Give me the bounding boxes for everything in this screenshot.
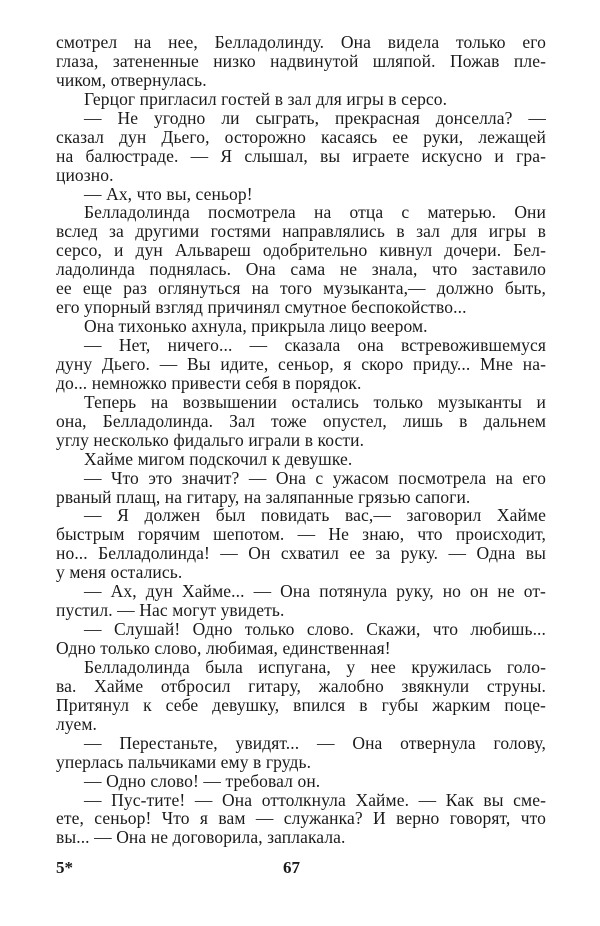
text-line: — Ах, что вы, сеньор! [84, 183, 253, 204]
text-line: — Не угодно ли сыграть, прекрасная донселла? — [84, 107, 546, 128]
text-line: быстрым горячим шепотом. — Не знаю, что происходит, [56, 524, 546, 545]
text-line: уперлась пальчиками ему в грудь. [56, 751, 312, 772]
text-line: циозно. [56, 164, 114, 185]
text-line: рваный плащ, на гитару, на заляпанные грязью сапоги. [56, 486, 471, 507]
text-line: — Одно слово! — требовал он. [84, 770, 321, 791]
page-number: 67 [283, 858, 300, 877]
text-line: чиком, отвернулась. [56, 69, 207, 90]
text-line: ете, сеньор! Что я вам — служанка? И верно говорят, что [56, 808, 546, 829]
text-line: она, Белладолинда. Зал тоже опустел, лишь в дальнем [56, 410, 546, 431]
text-line: ладолинда поднялась. Она сама не знала, что заставило [56, 259, 546, 280]
text-line: глаза, затененные низко надвинутой шляпой. Пожав пле- [56, 50, 546, 71]
text-line: до... немножко привести себя в порядок. [56, 372, 362, 393]
text-line: серсо, и дун Альвареш одобрительно кивнул дочери. Бел- [56, 240, 546, 261]
text-line: Белладолинда была испугана, у нее кружилась голо- [84, 656, 546, 677]
text-line: — Ах, дун Хайме... — Она потянула руку, но он не от- [84, 581, 546, 602]
text-line: — Перестаньте, увидят... — Она отвернула голову, [84, 732, 546, 753]
text-line: его упорный взгляд причинял смутное беспокойство... [56, 297, 467, 318]
text-line: вслед за другими гостями направлялись в зал для игры в [56, 221, 546, 242]
text-line: Притянул к себе девушку, впился в губы жарким поце- [56, 694, 546, 715]
text-line: — Что это значит? — Она с ужасом посмотрела на его [84, 467, 546, 488]
text-line: вы... — Она не договорила, заплакала. [56, 827, 346, 848]
text-line: Она тихонько ахнула, прикрыла лицо веером. [84, 316, 428, 337]
text-line: — Слушай! Одно только слово. Скажи, что любишь... [84, 619, 546, 640]
text-line: Хайме мигом подскочил к девушке. [84, 448, 353, 469]
text-line: сказал дун Дьего, осторожно касаясь ее руки, лежащей [56, 126, 546, 147]
text-line: дуну Дьего. — Вы идите, сеньор, я скоро приду... Мне на- [56, 353, 546, 374]
signature-mark: 5* [56, 858, 73, 877]
text-line: Герцог пригласил гостей в зал для игры в серсо. [84, 88, 448, 109]
text-line: пустил. — Нас могут увидеть. [56, 600, 285, 621]
text-line: ее еще раз оглянуться на того музыканта,— должно быть, [56, 278, 546, 299]
text-line: смотрел на нее, Белладолинду. Она видела только его [56, 32, 546, 52]
text-line: — Нет, ничего... — сказала она встревожившемуся [84, 335, 546, 355]
text-line: на балюстраде. — Я слышал, вы играете искусно и гра- [56, 145, 546, 166]
text-line: углу несколько фидальго играли в кости. [56, 429, 365, 450]
text-line: Одно только слово, любимая, единственная! [56, 638, 391, 658]
text-line: но... Белладолинда! — Он схватил ее за руку. — Одна вы [56, 543, 546, 564]
text-line: — Пус-тите! — Она оттолкнула Хайме. — Как вы сме- [84, 789, 546, 810]
text-line: у меня остались. [56, 562, 183, 583]
text-line: — Я должен был повидать вас,— заговорил Хайме [84, 505, 546, 526]
text-line: луем. [56, 713, 97, 734]
text-line: Белладолинда посмотрела на отца с матерью. Они [84, 202, 546, 223]
body-text [56, 33, 546, 847]
text-line: Теперь на возвышении остались только музыканты и [84, 391, 546, 412]
text-line: ва. Хайме отбросил гитару, жалобно звякнули струны. [56, 675, 546, 696]
